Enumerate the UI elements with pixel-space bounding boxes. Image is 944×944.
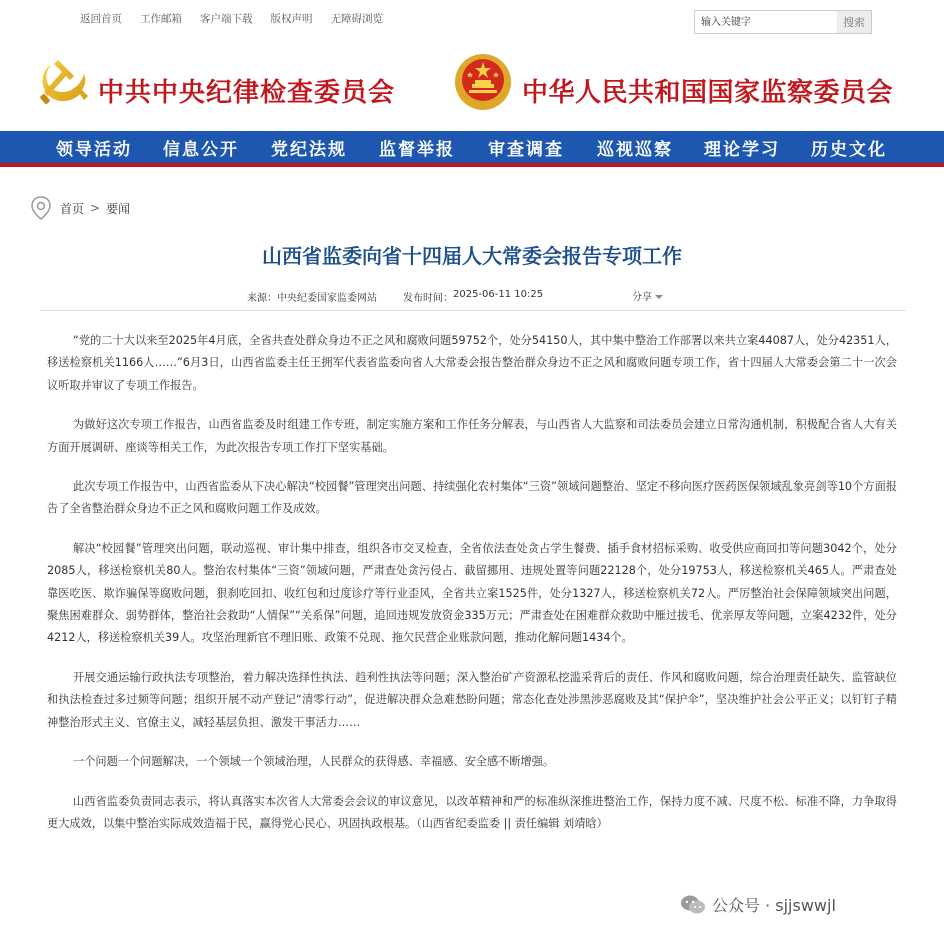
nav-theory[interactable]: 理论学习 xyxy=(704,140,780,160)
breadcrumb-home[interactable]: 首页 xyxy=(60,201,85,216)
paragraph: 开展交通运输行政执法专项整治，着力解决选择性执法、趋利性执法等问题；深入整治矿产资源私挖滥采背后的责任、作风和腐败问题，综合治理责任缺失、监管缺位和执法检查过多过频等问题；组织开展不动产登记“清零行动”，促进解决群众急难愁盼问题；常态化查处涉黑涉恶腐败及其“保护伞”，坚决维护社会公平正义；以钉钉子精神整治形式主义、官僚主义，减轻基层负担、激发干事活力…… xyxy=(47,670,897,729)
search-button[interactable]: 搜索 xyxy=(837,11,871,33)
nav-info-disclosure[interactable]: 信息公开 xyxy=(163,140,239,160)
party-emblem-icon xyxy=(34,54,90,110)
nav-leadership[interactable]: 领导活动 xyxy=(56,140,132,160)
nav-report[interactable]: 监督举报 xyxy=(379,140,455,160)
location-pin-icon xyxy=(30,196,52,220)
share-label: 分享 xyxy=(632,292,652,303)
search-box xyxy=(694,10,872,34)
source-value: 中央纪委国家监委网站 xyxy=(277,293,377,304)
wechat-watermark xyxy=(680,893,836,916)
paragraph: “党的二十大以来至2025年4月底，全省共查处群众身边不正之风和腐败问题59752个，处分54150人，其中集中整治工作部署以来共立案44087人，处分42351人，移送检察机关1166人……”6月3日，山西省监委主任王拥军代表省监委向省人大常委会报告整治群众身边不正之风和腐败问题专项工作，省十四届人大常委会第二十一次会议听取并审议了专项工作报告。 xyxy=(47,334,897,392)
paragraph: 此次专项工作报告中，山西省监委从下决心解决“校园餐”管理突出问题、持续强化农村集体“三资”领域问题整治、坚定不移向医疗医药医保领域乱象亮剑等10个方面报告了全省整治群众身边不正之风和腐败问题工作及成效。 xyxy=(47,480,897,516)
watermark-text: 公众号 · sjjswwjl xyxy=(712,896,836,915)
search-input[interactable] xyxy=(701,12,833,32)
nav-party-rules[interactable]: 党纪法规 xyxy=(271,140,347,160)
time-value: 2025-06-11 10:25 xyxy=(453,289,544,300)
nav-investigation[interactable]: 审查调查 xyxy=(488,140,564,160)
paragraph: 山西省监委负责同志表示，将认真落实本次省人大常委会会议的审议意见，以改革精神和严的标准纵深推进整治工作，保持力度不减、尺度不松、标准不降，力争取得更大成效，以集中整治实际成效造福于民，赢得党心民心、巩固执政根基。（山西省纪委监委 || 责任编辑 刘靖晗） xyxy=(47,794,897,830)
time-label: 发布时间： xyxy=(403,293,453,304)
ccdi-title: 中共中央纪律检查委员会 xyxy=(98,78,396,108)
caret-down-icon xyxy=(655,295,663,299)
national-emblem-icon xyxy=(453,52,513,112)
article-title: 山西省监委向省十四届人大常委会报告专项工作 xyxy=(262,244,682,268)
article-meta xyxy=(247,289,543,304)
link-client-download[interactable]: 客户端下载 xyxy=(200,13,253,25)
paragraph: 解决“校园餐”管理突出问题，联动巡视、审计集中排查，组织各市交叉检查，全省依法查处贪占学生餐费、插手食材招标采购、收受供应商回扣等问题3042个，处分2085人，移送检察机关80人。整治农村集体“三资”领域问题，严肃查处贪污侵占、截留挪用、违规处置等问题22128个，处分19753人，移送检察机关465人。严肃查处靠医吃医、欺诈骗保等腐败问题，狠刹吃回扣、收红包和过度诊疗等行业歪风，全省共立案1525件，处分1327人，移送检察机关72人。严厉整治社会保障领域突出问题，聚焦困难群众、弱势群体，整治社会救助“人情保”“关系保”问题，追回违规发放资金335万元；严肃查处在困难群众救助中雁过拔毛、优亲厚友等问题，立案4232件，处分4212人，移送检察机关39人。攻坚治理新官不理旧账、政策不兑现、拖欠民营企业账款问题，推动化解问题1434个。 xyxy=(47,541,897,645)
share-button[interactable] xyxy=(632,288,663,303)
nsc-title: 中华人民共和国国家监察委员会 xyxy=(522,78,894,108)
main-nav xyxy=(0,131,944,167)
top-links xyxy=(80,11,383,26)
link-accessibility[interactable]: 无障碍浏览 xyxy=(330,13,383,25)
wechat-icon xyxy=(680,894,706,916)
breadcrumb-separator: > xyxy=(90,201,101,215)
article-body xyxy=(47,330,897,852)
nav-history[interactable]: 历史文化 xyxy=(811,140,887,160)
site-banner xyxy=(0,50,944,130)
source-label: 来源： xyxy=(247,293,277,304)
link-home[interactable]: 返回首页 xyxy=(80,13,122,25)
paragraph: 一个问题一个问题解决，一个领域一个领域治理，人民群众的获得感、幸福感、安全感不断增强。 xyxy=(73,755,555,769)
link-mailbox[interactable]: 工作邮箱 xyxy=(140,13,182,25)
nav-inspection[interactable]: 巡视巡察 xyxy=(597,140,673,160)
breadcrumb-current[interactable]: 要闻 xyxy=(106,201,131,216)
link-copyright[interactable]: 版权声明 xyxy=(270,13,313,25)
paragraph: 为做好这次专项工作报告，山西省监委及时组建工作专班，制定实施方案和工作任务分解表，与山西省人大监察和司法委员会建立日常沟通机制，积极配合省人大有关方面开展调研、座谈等相关工作，为此次报告专项工作打下坚实基础。 xyxy=(47,418,897,454)
divider xyxy=(40,310,906,311)
breadcrumb xyxy=(30,196,130,220)
